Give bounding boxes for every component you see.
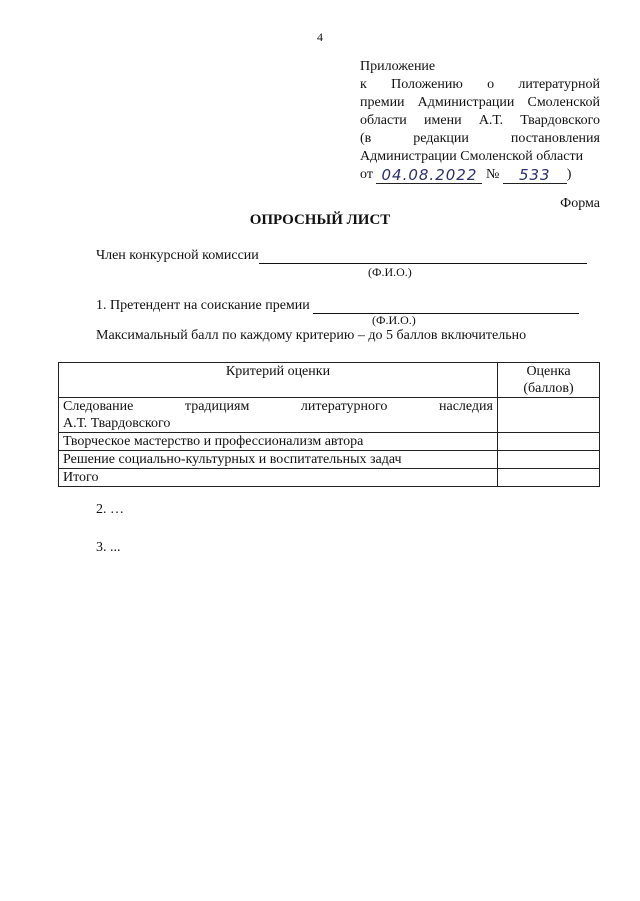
page-number: 4 [317,30,323,44]
criterion-cell: Творческое мастерство и профессионализм автора [59,433,498,451]
score-cell[interactable] [498,451,600,469]
applicant-row [96,298,579,314]
applicant-label: 1. Претендент на соискание премии [96,298,310,313]
number-label: № [485,167,500,182]
table-row-total [59,469,600,487]
word: литературной [518,77,600,92]
word: о [487,77,495,92]
word: постановления [510,131,600,146]
word: наследия [439,399,493,414]
total-label: Итого [59,469,498,487]
score-cell[interactable] [498,433,600,451]
member-caption: (Ф.И.О.) [368,265,412,279]
word: традициям [184,399,250,414]
handwritten-number: 533 [503,167,567,184]
word: области [360,113,407,128]
word: Смоленской [527,95,600,110]
total-score-cell[interactable] [498,469,600,487]
table-row [59,398,600,433]
appendix-line-4 [360,112,600,130]
header-score [498,363,600,398]
table-header-row [59,363,600,398]
close-paren: ) [566,167,572,182]
member-name-line [259,249,587,264]
criteria-table [58,362,600,487]
appendix-line-3 [360,94,600,112]
table-row [59,451,600,469]
appendix-line-1: Приложение [360,59,436,74]
header-score-line-1: Оценка [526,364,571,379]
word: литературного [300,399,388,414]
word: Администрации [417,95,515,110]
member-label: Член конкурсной комиссии [96,248,259,263]
handwritten-date: 04.08.2022 [376,167,482,184]
score-cell[interactable] [498,398,600,433]
page-title: ОПРОСНЫЙ ЛИСТ [249,212,391,228]
word: редакции [413,131,469,146]
criterion-cell: Решение социально-культурных и воспитательных задач [59,451,498,469]
word: премии [360,95,405,110]
list-item-2: 2. … [96,502,124,517]
word: Твардовского [520,113,600,128]
word: к [360,77,367,92]
from-label: от [360,167,373,182]
word: (в [360,131,372,146]
table-row [59,433,600,451]
criterion-line-2: А.Т. Твардовского [63,416,171,431]
applicant-name-line [313,299,579,314]
applicant-caption: (Ф.И.О.) [372,313,416,327]
list-item-3: 3. ... [96,540,121,555]
word: Положению [391,77,463,92]
word: А.Т. [478,113,504,128]
criterion-cell [59,398,498,433]
header-criterion: Критерий оценки [59,363,498,398]
form-label: Форма [560,196,600,211]
appendix-line-6: Администрации Смоленской области [360,149,584,164]
appendix-header [360,58,600,184]
header-score-line-2: (баллов) [523,381,574,396]
member-row [96,248,587,264]
word: Следование [63,399,134,414]
word: имени [424,113,462,128]
appendix-line-5 [360,130,600,148]
appendix-date-line [360,166,600,184]
criterion-line-1 [63,398,493,415]
appendix-line-2 [360,76,600,94]
max-score-note: Максимальный балл по каждому критерию – до 5 баллов включительно [96,328,527,343]
